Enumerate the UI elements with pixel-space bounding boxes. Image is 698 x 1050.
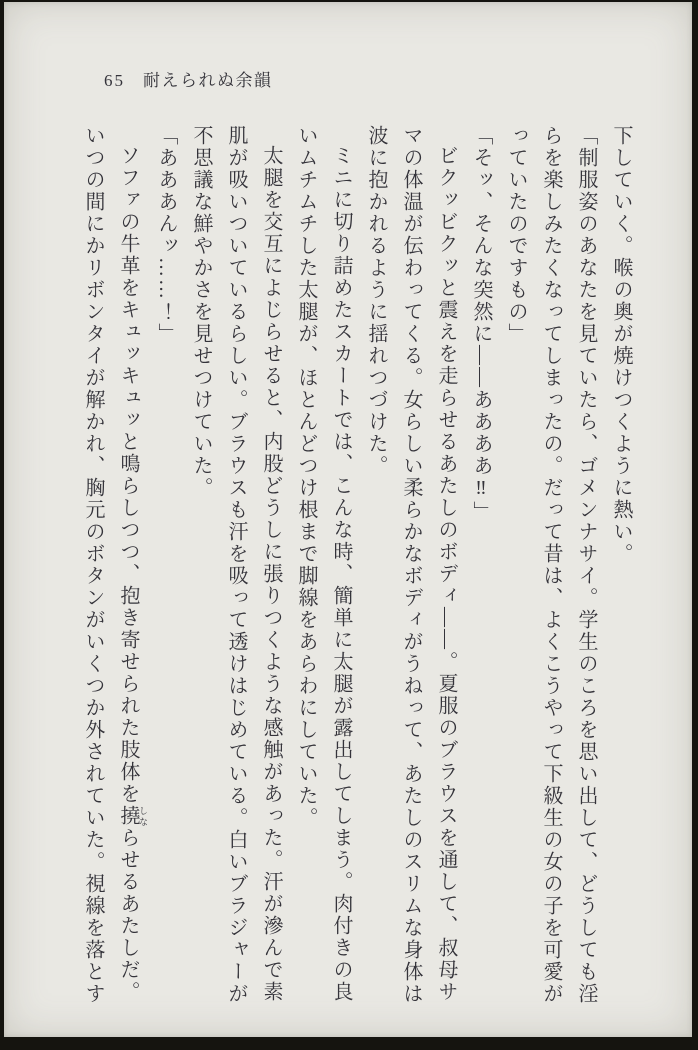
running-head (104, 66, 273, 91)
paragraph: ビクッビクッと震えを走らせるあたしのボディ――。夏服のブラウスを通して、叔母サマの体温が伝わってくる。女らしい柔らかなボディがうねって、あたしのスリムな身体は波に抱かれるように揺れつづけた。 (365, 125, 457, 1005)
paragraph: 「そッ、そんな突然に――ああああ‼」 (470, 125, 492, 523)
paragraph: ソファの牛革をキュッキュッと鳴らしつつ、抱き寄せられた肢体を撓 しならせるあたしだ。いつの間にかリボンタイが解かれ、胸元のボタンがいくつか外されていた。視線を落とす (82, 125, 148, 1005)
vertical-text-block (76, 125, 638, 1013)
book-page (4, 2, 692, 1037)
paragraph: 下していく。喉の奥が焼けつくように熱い。 (610, 125, 632, 565)
page-number: 65 (104, 71, 125, 90)
paragraph: ミニに切り詰めたスカートでは、こんな時、簡単に太腿が露出してしまう。肉付きの良いムチムチした太腿が、ほとんどつけ根まで脚線をあらわにしていた。 (295, 125, 352, 1003)
paragraph: 「制服姿のあなたを見ていたら、ゴメンナサイ。学生のころを思い出して、どうしても淫らを楽しみたくなってしまったの。だって昔は、よくこうやって下級生の女の子を可愛がっていたのですもの」 (505, 125, 597, 1005)
ruby-annotated-word: 撓 しな (117, 805, 148, 827)
chapter-title: 耐えられぬ余韻 (143, 71, 273, 90)
paragraph: 太腿を交互によじらせると、内股どうしに張りつくような感触があった。汗が滲んで素肌が吸いついているらしい。ブラウスも汗を吸って透けはじめている。白いブラジャーが不思議な鮮やかさを見せつけていた。 (190, 125, 282, 1005)
paragraph: 「あああんッ……！」 (155, 125, 177, 345)
